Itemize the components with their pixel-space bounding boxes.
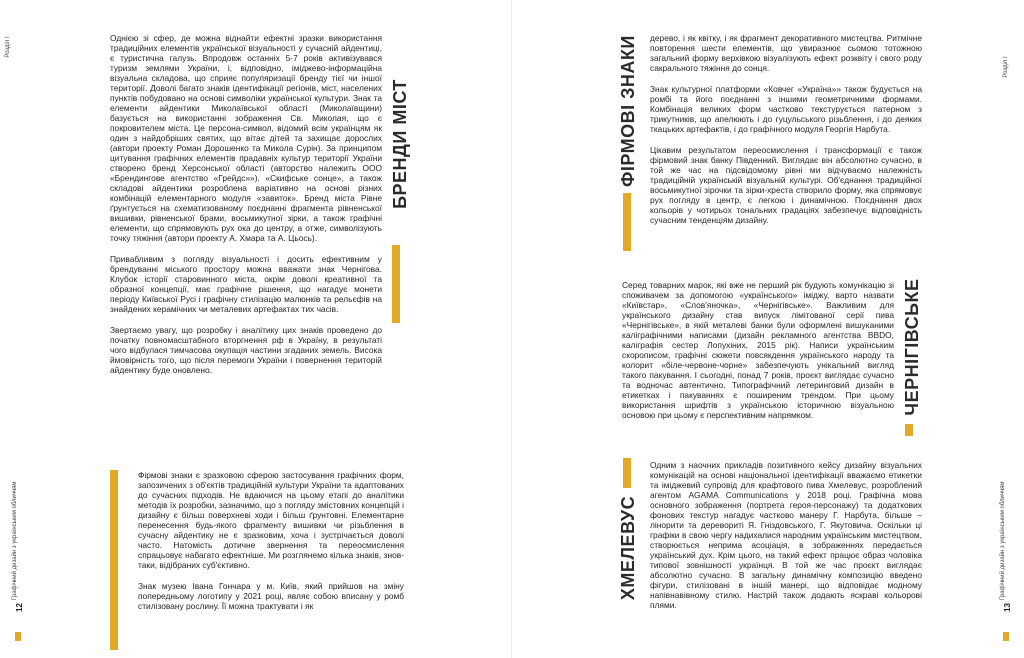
left-running-title: Графічний дизайн з українським обличчям [12,481,18,600]
left-bottom-paragraph-2: Знак музею Івана Гончара у м. Київ, який прийшов на зміну попередньому логотипу у 2021 році, являє собою вписану у ромб стилізовану рослину. Її можна трактувати і як [138,581,404,611]
chernihiv-paragraph-1: Серед товарних марок, які вже не перший рік будують комунікацію зі споживачем за допомогою «українського» іміджу, варто назвати «Київстар», «Слов'яночка», «Чернігівське». Важливим для українського дизайну став випуск лімітованої серії пива «Чернігівське», в якій металеві банки були оформлені вишуканими каліграфічними написами (дизайн рекламного агентства BBDO, каліграфія сестер Лопухіних, 2015 рік). Написи українським скорописом, графічні сюжети повсякдення українського народу та колорит «біле-червоне-чорне» забезпечують унікальний вигляд такого пакування. І сьогодні, понад 7 років, проєкт виглядає сучасно та водночас автентично. Типографічний летеринговий дизайн в етикетках і пакуваннях є поширеним трендом. При цьому використання шрифтів з українською історичною візуальною основою при цьому є перспективним напрямком. [622,280,894,420]
right-running-title: Графічний дизайн з українським обличчям [1000,481,1006,600]
left-page-number: 12 [15,603,24,612]
firm-paragraph-2: Знак культурної платформи «Ковчег «Україна»» також будується на ромбі та його поєднанні з іншими геометричними формами. Комбінація великих форм частково текстурується патерном з трикутників, що апелюють і до гуцульського різьблення, і до деяких ткацьких артефактів, і до графічного модуля Георгія Нарбута. [650,84,922,134]
brands-heading: БРЕНДИ МІСТ [390,79,410,209]
khmelevus-accent-bar [623,458,631,488]
firm-paragraph-1: дерево, і як квітку, і як фрагмент декоративного мистецтва. Ритмічне повторення шести елементів, що увиразнює сьомою тотожною загальний форму верхівкою візуалізують ефект розквіту і свого роду сакрального тяжіння до сонця. [650,33,922,73]
right-section-label: Розділ І [1003,56,1009,78]
left-bottom-paragraph-1: Фірмові знаки є зразковою сферою застосування графічних форм, запозичених з об'єктів традиційній культури України та адаптованих до сучасних підходів. Не вдаючися на цьому етапі до аналітики методів їх розробки, зазначимо, що з погляду змістовних концепцій і дизайну є більш поверхневі ходи і більш ґрунтовні. Елементарне перенесення будь-якого фрагменту вишивки чи різьблення в сучасну айдентику не є зразковим, хоча і зустрічається доволі часто. Натомість дотичне звернення та переосмислення спрацьовує набагато ефектніше. Ми розглянемо кілька знаків, знов-таки, відібраних суб'єктивно. [138,470,404,570]
left-top-column [110,33,382,375]
left-page-marker [15,632,21,641]
right-page-number: 13 [1003,603,1012,612]
left-section-label: Розділ І [5,36,11,58]
left-top-paragraph-2: Привабливим з погляду візуальності і досить ефективним у брендуванні міського простору можна вважати знак Чернігова. Клубок історії старовинного міста, окрім доволі креативної та образної концепції, має графічне рішення, що нагадує монети періоду Київської Русі і графічну стилізацію малюнків та рельєфів на знайдених керамічних чи металевих артефактах тих часів. [110,254,382,314]
firm-signs-accent-bar [110,470,118,650]
khmelevus-heading: ХМЕЛЕВУС [618,495,638,601]
chernihiv-column [622,280,894,420]
right-page-marker [1003,632,1009,641]
firm-signs-heading: ФІРМОВІ ЗНАКИ [618,35,638,187]
khmelevus-column [650,460,922,610]
brands-accent-bar [392,245,400,323]
firm-heading-accent-bar [623,193,631,251]
left-top-paragraph-3: Звертаємо увагу, що розробку і аналітику цих знаків проведено до початку повномасштабного вторгнення рф в Україну, в результаті чого відбулася тимчасова окупація частини згаданих земель. Висока ймовірність того, що після перемоги України і повернення територій айдентику буде оновлено. [110,325,382,375]
chernihiv-heading: ЧЕРНІГІВСЬКЕ [902,278,922,416]
left-bottom-column [138,470,404,611]
chernihiv-accent-bar [905,424,913,436]
left-top-paragraph-1: Однією зі сфер, де можна віднайти ефектні зразки використання традиційних елементів української візуальності у сучасній айдентиці, є туристична галузь. Впродовж останніх 5-7 років активізувався туризм землями України, і, відповідно, іміджево-інформаційна візуальна складова, що сприяє популяризації бренду тієї чи іншої території. Доволі багато знаків ідентифікації регіонів, міст, населених пунктів побудовано на основі символіки української культури. Знак та елементи айдентики Миколаївської області (Миколаївщини) базується на використанні зображення Св. Миколая, що є покровителем міста. Це персона-символ, відомий всім українцям як один з найдобріших святих, що вітає дітей та захищає дорослих (автори проекту Роман Дорошенко та Микола Сурін). За принципом цитування графічних елементів прадавніх культур території України створено бренд Херсонської області (авторство належить ООО «Брендингове агентство «Грейдс»»). «Скифське сонце», а також складові айдентики розроблена варіативно на основі різних комбінацій елементарного модуля «завиток». Бренд міста Рівне ґрунтується на схематизованому поєднанні фрагмента рівненської вишивки, рівненської брами, восьмикутної зірки, а також графічні елементи, що спрямовують рух ока до центру, а отже, символізують точку тяжіння (автори проекту А. Хмара та А. Цьось). [110,33,382,243]
firm-paragraph-3: Цікавим результатом переосмислення і трансформації є також фірмовий знак банку Південний. Виглядає він абсолютно сучасно, в той же час на підсвідомому рівні ми відчуваємо належність традиційній українській візуальній культурі. Об'єднання традиційної восьмикутної зірочки та зірки-хреста створило форму, яка спрямовує рух погляду в центр, є легкою і динамічною. Поєднання двох кольорів у чотирьох тональних градаціях забезпечує відповідність сучасним тенденціям дизайну. [650,145,922,225]
firm-signs-column [650,33,922,225]
khmelevus-paragraph-1: Одним з наочних прикладів позитивного кейсу дизайну візуальних комунікацій на основі національної ідентифікації вважаємо етикетки та іміджевий супровід для крафтового пива Хмелевус, розроблений агентом AGAMA Communications у 2018 році. Графічна мова основного зображення (портрета героя-персонажу) та додаткових фонових текстур нагадує частково манеру Г. Нарбута, більше – лінорити та деревориті Я. Гніздовського, Г. Якутовича. Оскільки ці графіки в свою чергу надихалися народним українським мистецтвом, створюється неприма асоціація, в зображеннях передається український дух. Крім цього, на такий ефект працює образ чоловіка типової зовнішності українця. В той же час проєкт виглядає абсолютно сучасно. В загальну динамічну композицію введено фігури, стилізовані в іншій манері, що відповідає модному напівнавівному стилю. Настрій також додають яскраві кольорові плями. [650,460,922,610]
right-page [512,0,1024,658]
